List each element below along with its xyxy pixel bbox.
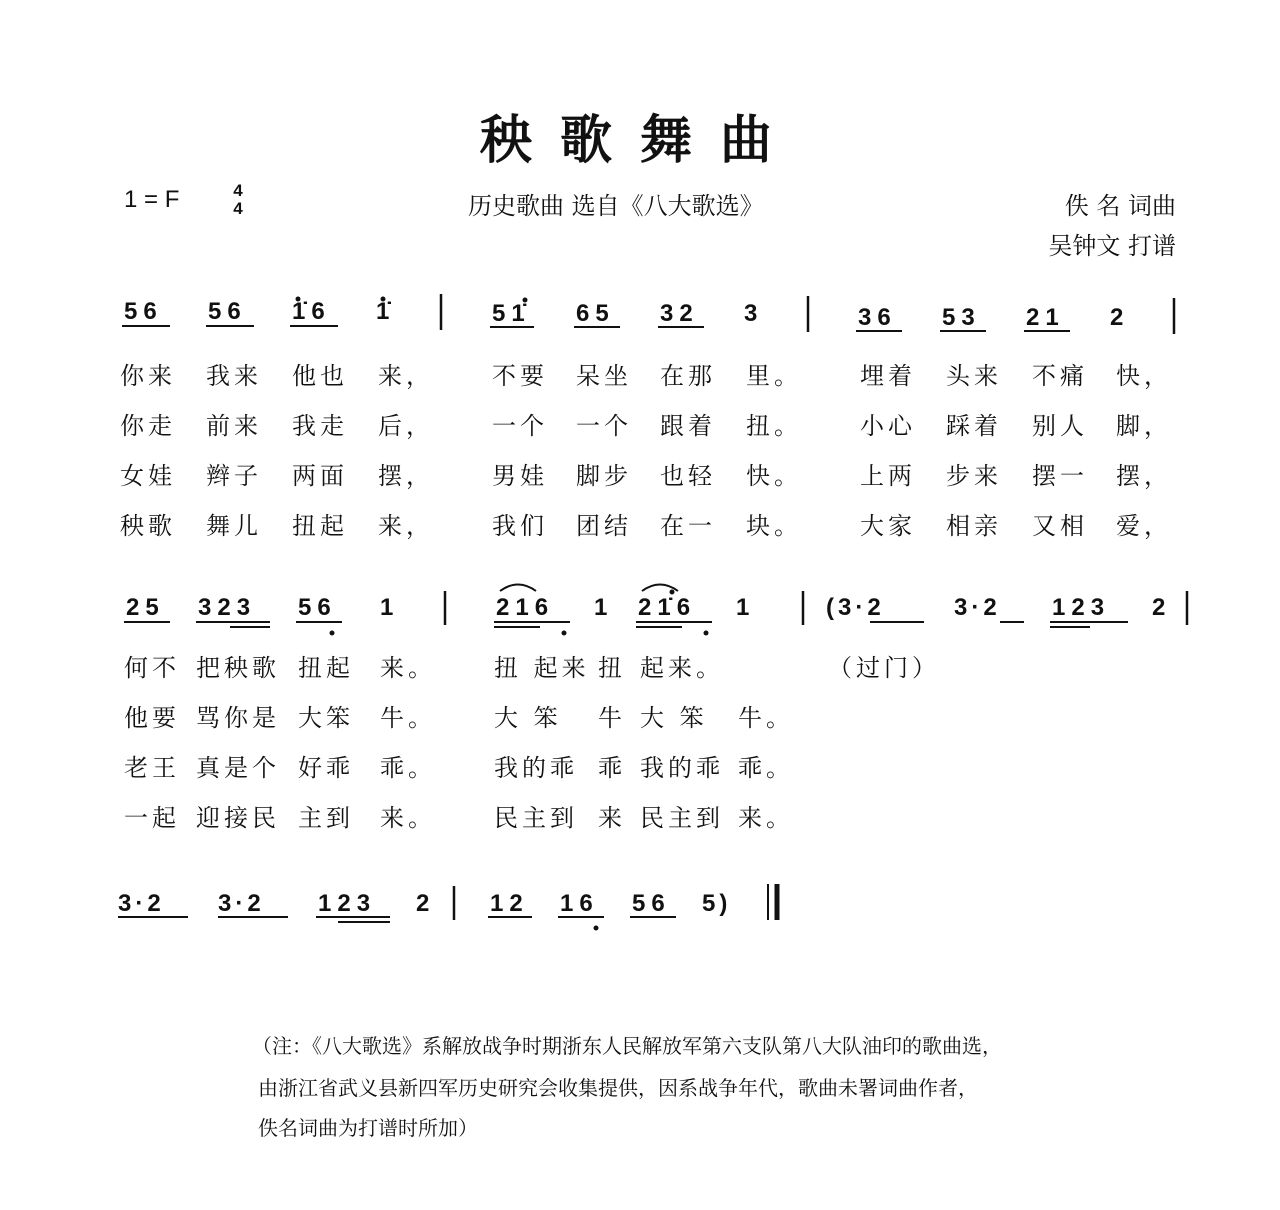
lyric-syllable: 脚步	[576, 462, 632, 490]
note-group: 21̇6	[638, 594, 697, 621]
note-group: 56	[632, 890, 671, 917]
lyric-syllable: 乖	[598, 754, 626, 782]
lyric-syllable: 扭。	[746, 412, 802, 440]
lyric-syllable: 不痛	[1032, 362, 1088, 390]
lyric-syllable: 相亲	[946, 512, 1002, 540]
lyric-syllable: 民主到	[640, 804, 724, 832]
lyric-syllable: 大 笨	[640, 704, 708, 732]
lyric-syllable: 呆坐	[576, 362, 632, 390]
lyric-syllable: （过门）	[828, 654, 940, 682]
lyric-syllable: 跟着	[660, 412, 716, 440]
lyric-syllable: 把秧歌	[196, 654, 280, 682]
lyric-syllable: 踩着	[946, 412, 1002, 440]
note-group: 36	[858, 304, 897, 331]
lyric-syllable: 一起	[124, 804, 180, 832]
lyric-syllable: 女娃	[120, 462, 176, 490]
note-group: 216	[496, 594, 555, 621]
note-group: 12	[490, 890, 529, 917]
lyric-syllable: 牛。	[380, 704, 436, 732]
lyric-syllable: 好乖	[298, 754, 354, 782]
note-group: 3·2	[218, 890, 265, 917]
note-group: (3·2	[826, 594, 885, 621]
note-group: 1̇	[376, 298, 390, 325]
note-group: 16	[560, 890, 599, 917]
lyric-syllable: 扭起	[298, 654, 354, 682]
lyric-syllable: 牛。	[738, 704, 794, 732]
lyric-syllable: 快。	[746, 462, 802, 490]
lyric-syllable: 来，	[378, 362, 434, 390]
lyric-syllable: 大 笨	[494, 704, 562, 732]
lyric-syllable: 一个	[576, 412, 632, 440]
lyric-syllable: 在那	[660, 362, 716, 390]
lyric-syllable: 扭	[598, 654, 626, 682]
lyric-syllable: 你走	[120, 412, 176, 440]
lyric-syllable: 牛	[598, 704, 626, 732]
song-title: 秧歌舞曲	[479, 111, 800, 171]
note-group: 65	[576, 300, 615, 327]
lyric-syllable: 后，	[378, 412, 434, 440]
song-source: 历史歌曲 选自《八大歌选》	[468, 192, 764, 220]
lyric-syllable: 乖。	[380, 754, 436, 782]
lyric-syllable: 两面	[292, 462, 348, 490]
note-group: 56	[124, 298, 163, 325]
note-group: 1	[594, 594, 608, 621]
lyric-syllable: 迎接民	[196, 804, 280, 832]
time-signature-bottom: 4	[233, 199, 243, 218]
lyric-syllable: 扭起	[292, 512, 348, 540]
note-group: 5)	[702, 890, 732, 917]
lyric-syllable: 主到	[298, 804, 354, 832]
lyric-syllable: 舞儿	[206, 512, 262, 540]
lyric-syllable: 我的乖	[640, 754, 724, 782]
lyric-syllable: 前来	[206, 412, 262, 440]
note-group: 3	[744, 300, 758, 327]
lyric-syllable: 别人	[1032, 412, 1088, 440]
note-group: 21	[1026, 304, 1065, 331]
note-group: 1	[736, 594, 750, 621]
lyric-syllable: 乖。	[738, 754, 794, 782]
note-group: 56	[298, 594, 337, 621]
note-group: 3·2	[118, 890, 165, 917]
credit-lyrics-music: 佚 名 词曲	[1064, 192, 1176, 220]
lyric-syllable: 他也	[292, 362, 348, 390]
lyric-syllable: 里。	[746, 362, 802, 390]
lyric-syllable: 大笨	[298, 704, 354, 732]
note-group: 123	[1052, 594, 1111, 621]
lyric-syllable: 块。	[746, 512, 802, 540]
lyric-syllable: 脚，	[1116, 412, 1172, 440]
lyric-syllable: 摆一	[1032, 462, 1088, 490]
lyric-syllable: 我们	[492, 512, 548, 540]
lyric-syllable: 起来。	[640, 654, 724, 682]
lyric-syllable: 民主到	[494, 804, 578, 832]
lyric-syllable: 在一	[660, 512, 716, 540]
lyric-syllable: 辫子	[206, 462, 262, 490]
lyric-syllable: 头来	[946, 362, 1002, 390]
lyric-syllable: 老王	[124, 754, 180, 782]
lyric-syllable: 你来	[120, 362, 176, 390]
lyric-syllable: 又相	[1032, 512, 1088, 540]
note-group: 1	[380, 594, 394, 621]
lyric-syllable: 摆，	[1116, 462, 1172, 490]
lyric-syllable: 骂你是	[196, 704, 280, 732]
lyric-syllable: 快，	[1116, 362, 1172, 390]
lyric-syllable: 男娃	[492, 462, 548, 490]
lyric-syllable: 来。	[380, 654, 436, 682]
lyric-syllable: 我来	[206, 362, 262, 390]
lyric-syllable: 来	[598, 804, 626, 832]
note-group: 123	[318, 890, 377, 917]
lyric-syllable: 来。	[380, 804, 436, 832]
note-group: 2	[416, 890, 430, 917]
note-group: 323	[198, 594, 257, 621]
lyric-syllable: 大家	[860, 512, 916, 540]
note-group: 51̇	[492, 300, 531, 327]
lyric-syllable: 来。	[738, 804, 794, 832]
lyric-syllable: 扭 起来	[494, 654, 590, 682]
lyric-syllable: 步来	[946, 462, 1002, 490]
note-group: 56	[208, 298, 247, 325]
lyric-syllable: 来，	[378, 512, 434, 540]
lyric-syllable: 一个	[492, 412, 548, 440]
lyric-syllable: 团结	[576, 512, 632, 540]
lyric-syllable: 真是个	[196, 754, 280, 782]
lyric-syllable: 摆，	[378, 462, 434, 490]
note-group: 2	[1110, 304, 1124, 331]
lyric-syllable: 小心	[860, 412, 916, 440]
lyric-syllable: 秧歌	[120, 512, 176, 540]
lyric-syllable: 我的乖	[494, 754, 578, 782]
footnote-line: 佚名词曲为打谱时所加）	[258, 1116, 478, 1140]
lyric-syllable: 他要	[124, 704, 180, 732]
time-signature-top: 4	[233, 181, 243, 200]
lyric-syllable: 也轻	[660, 462, 716, 490]
note-group: 2	[1152, 594, 1166, 621]
note-group: 1̇6	[292, 298, 331, 325]
lyric-syllable: 何不	[124, 654, 180, 682]
note-group: 3·2	[954, 594, 1001, 621]
lyric-syllable: 爱，	[1116, 512, 1172, 540]
note-group: 53	[942, 304, 981, 331]
credit-transcriber: 吴钟文 打谱	[1048, 232, 1176, 260]
lyric-syllable: 不要	[492, 362, 548, 390]
lyric-syllable: 我走	[292, 412, 348, 440]
key-signature: 1 = F	[124, 186, 180, 213]
lyric-syllable: 埋着	[860, 362, 916, 390]
footnote-line: （注：《八大歌选》系解放战争时期浙东人民解放军第六支队第八大队油印的歌曲选，	[252, 1034, 1002, 1058]
lyric-syllable: 上两	[860, 462, 916, 490]
footnote-line: 由浙江省武义县新四军历史研究会收集提供，因系战争年代，歌曲未署词曲作者，	[258, 1076, 978, 1100]
note-group: 25	[126, 594, 165, 621]
note-group: 32	[660, 300, 699, 327]
